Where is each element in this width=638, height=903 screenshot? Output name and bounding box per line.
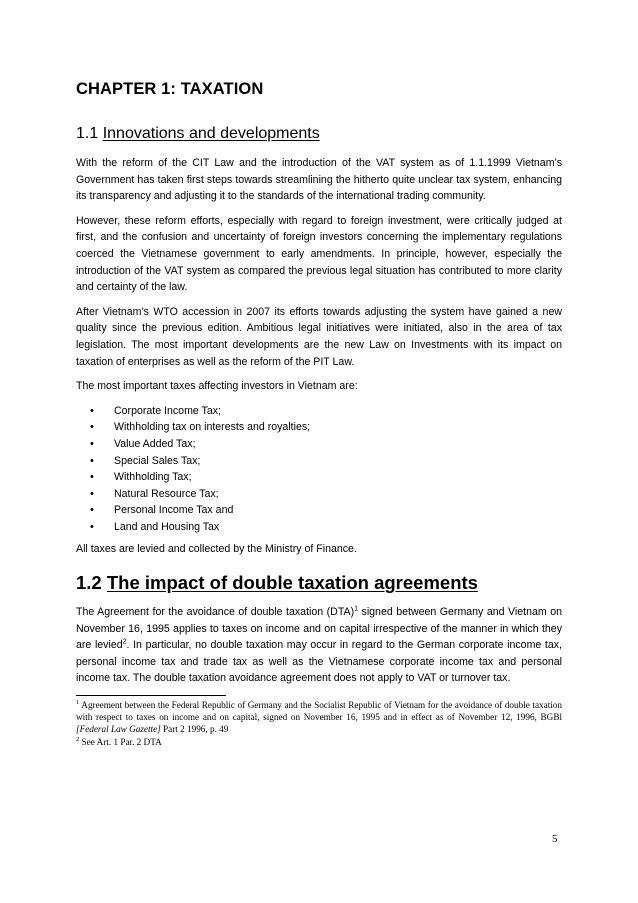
bullet-icon: •: [90, 421, 94, 434]
list-item: • Personal Income Tax and: [90, 502, 562, 519]
footnote: $^1$ Agreement between the Federal Republic of Germany and the Socialist Republic of Vietnam for the avoidance of double taxation with respect to taxes on income and on capital, signed on November 16, 1995 and in effect as of November 12, 1996, BGBl [Federal Law Gazette] Part 2 1996, p. 49: [76, 698, 562, 735]
chapter-title: CHAPTER 1: TAXATION: [76, 80, 264, 98]
footnote-divider: [76, 695, 226, 696]
footnote-ref[interactable]: 1: [354, 605, 359, 613]
page-content: [76, 80, 562, 748]
footnotes: [76, 699, 562, 748]
paragraph: The Agreement for the avoidance of double taxation (DTA)$^1$ signed between Germany and Vietnam on November 16, 1995 applies to taxes on income and on capital irrespective of the manner in which they are levied$^2$. In particular, no double taxation may occur in regard to the German corporate income tax, personal income tax and trade tax as well as the Vietnamese corporate income tax and personal income tax. The double taxation avoidance agreement does not apply to VAT or turnover tax.: [76, 605, 562, 685]
paragraph: All taxes are levied and collected by the Ministry of Finance.: [76, 543, 357, 556]
section-title: Innovations and developments: [102, 125, 320, 142]
bullet-icon: •: [90, 487, 94, 500]
paragraph: However, these reform efforts, especially with regard to foreign investment, were critically judged at first, and the confusion and uncertainty of foreign investors concerning the implementary regulations coerced the Vietnamese government to early amendments. In principle, however, especially the introduction of the VAT system as compared the previous legal situation has contributed to more clarity and certainty of the law.: [76, 214, 562, 294]
tax-list: [76, 403, 562, 536]
bullet-icon: •: [90, 520, 94, 533]
footnote-ref[interactable]: 2: [122, 638, 127, 646]
section-number: 1.2: [76, 572, 102, 594]
list-item: • Withholding Tax;: [90, 469, 562, 486]
bullet-icon: •: [90, 504, 94, 517]
list-item: • Special Sales Tax;: [90, 453, 562, 470]
paragraph: The most important taxes affecting investors in Vietnam are:: [76, 380, 358, 393]
paragraph: With the reform of the CIT Law and the introduction of the VAT system as of 1.1.1999 Vietnam’s Government has taken first steps towards streamlining the hitherto quite unclear tax system, enhancing its transparency and adjusting it to the standards of the international trading community.: [76, 157, 562, 203]
list-item: • Land and Housing Tax: [90, 519, 562, 536]
list-item: • Natural Resource Tax;: [90, 486, 562, 503]
paragraph: After Vietnam’s WTO accession in 2007 its efforts towards adjusting the system have gained a new quality since the previous edition. Ambitious legal initiatives were initiated, also in the area of tax legislation. The most important developments are the new Law on Investments with its impact on taxation of enterprises as well as the reform of the PIT Law.: [76, 305, 562, 368]
page-number: 5: [552, 833, 558, 845]
bullet-icon: •: [90, 454, 94, 467]
section-number: 1.1: [76, 125, 99, 142]
section-title: The impact of double taxation agreements: [106, 572, 478, 594]
bullet-icon: •: [90, 471, 94, 484]
list-item: • Corporate Income Tax;: [90, 403, 562, 420]
bullet-icon: •: [90, 404, 94, 417]
list-item: • Withholding tax on interests and royalties;: [90, 419, 562, 436]
bullet-icon: •: [90, 437, 94, 450]
footnote: $^2$ See Art. 1 Par. 2 DTA: [76, 735, 162, 747]
section-heading-1-2: [76, 572, 562, 594]
list-item: • Value Added Tax;: [90, 436, 562, 453]
section-heading-1-1: [76, 125, 562, 143]
